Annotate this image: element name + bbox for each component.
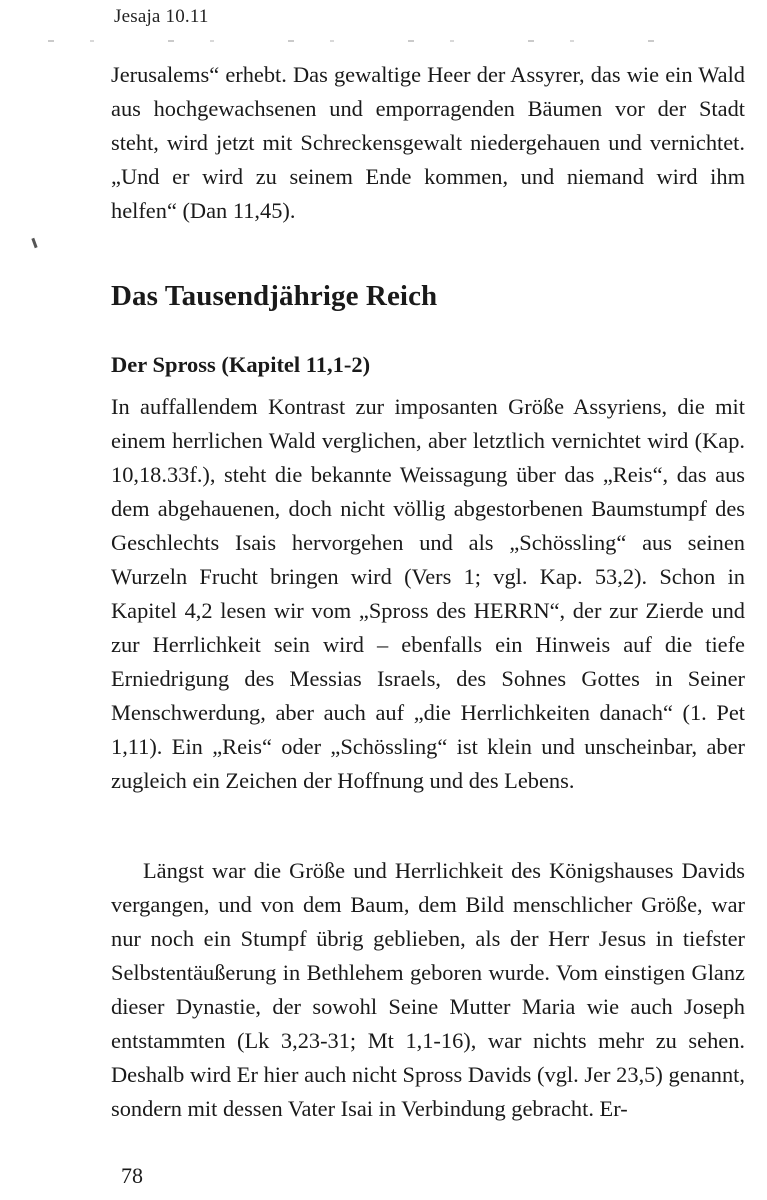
page-number: 78: [121, 1163, 143, 1188]
body-paragraph: Längst war die Größe und Herrlichkeit des Königshauses Davids vergangen, und von dem Baum, dem Bild menschlicher Größe, war nur noch ein Stumpf übrig geblieben, als der Herr Jesus in tiefster Selbstentäußerung in Bethlehem geboren wurde. Vom einstigen Glanz dieser Dynastie, der sowohl Seine Mutter Maria wie auch Joseph entstammten (Lk 3,23-31; Mt 1,1-16), war nichts mehr zu sehen. Deshalb wird Er hier auch nicht Spross Davids (vgl. Jer 23,5) genannt, sondern mit dessen Vater Isai in Verbindung gebracht. Er-: [111, 858, 745, 1121]
running-header: Jesaja 10.11: [114, 6, 209, 27]
paragraph-2-block: [111, 854, 745, 1126]
body-paragraph: In auffallendem Kontrast zur imposanten Größe Assyriens, die mit einem herrlichen Wald verglichen, aber letztlich vernichtet wird (Kap. 10,18.33f.), steht die bekannte Weissagung über das „Reis“, das aus dem abgehauenen, doch nicht völlig abgestorbenen Baumstumpf des Geschlechts Isais hervorgehen und als „Schössling“ aus seinen Wurzeln Frucht bringen wird (Vers 1; vgl. Kap. 53,2). Schon in Kapitel 4,2 lesen wir vom „Spross des HERRN“, der zur Zierde und zur Herrlichkeit sein wird – ebenfalls ein Hinweis auf die tiefe Erniedrigung des Messias Israels, des Sohnes Gottes in Seiner Menschwerdung, aber auch auf „die Herrlichkeiten danach“ (1. Pet 1,11). Ein „Reis“ oder „Schössling“ ist klein und unscheinbar, aber zugleich ein Zeichen der Hoffnung und des Lebens.: [111, 394, 745, 793]
subsection-title: Der Spross (Kapitel 11,1-2): [111, 352, 371, 377]
continuation-paragraph: Jerusalems“ erhebt. Das gewaltige Heer der Assyrer, das wie ein Wald aus hochgewachsenen und emporragenden Bäumen vor der Stadt steht, wird jetzt mit Schreckensgewalt niedergehauen und vernichtet. „Und er wird zu seinem Ende kommen, und niemand wird ihm helfen“ (Dan 11,45).: [111, 62, 745, 223]
scan-artifact: [31, 238, 37, 248]
continuation-paragraph-block: [111, 58, 745, 228]
header-scan-marks: [30, 40, 660, 42]
paragraph-1-block: [111, 390, 745, 798]
section-title: Das Tausendjährige Reich: [111, 280, 438, 312]
